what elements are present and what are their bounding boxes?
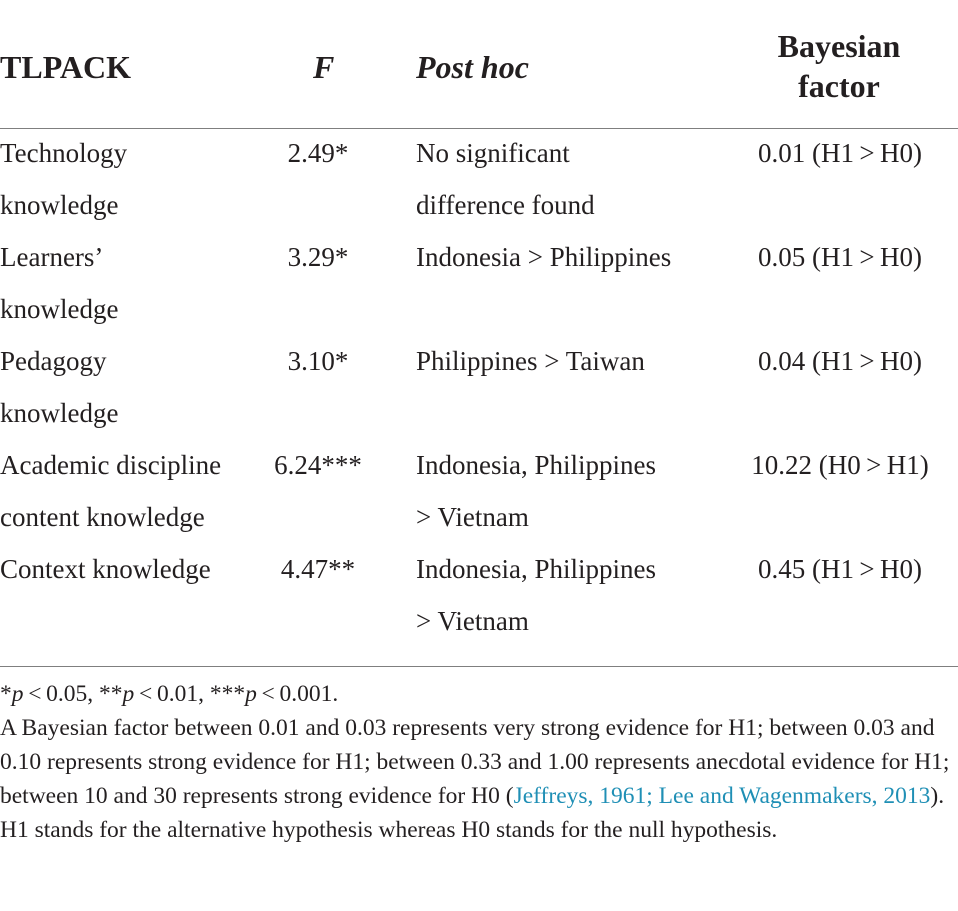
row-label-line2: knowledge (0, 398, 119, 428)
row-post-hoc-line2: difference found (416, 190, 595, 220)
row-post-hoc-line2: > Vietnam (416, 502, 529, 532)
row-post-hoc (416, 127, 716, 231)
p-symbol: p (122, 681, 135, 707)
row-label-line2: knowledge (0, 190, 119, 220)
p-symbol: p (11, 681, 24, 707)
row-label (0, 439, 250, 543)
header-tlpack: TLPACK (0, 49, 131, 85)
row-label (0, 335, 250, 439)
row-post-hoc-line1: Indonesia > Philippines (416, 242, 672, 272)
table-row (0, 335, 958, 439)
row-label-line1: Technology (0, 138, 128, 168)
row-post-hoc-line1: Philippines > Taiwan (416, 346, 645, 376)
row-f-value: 2.49* (287, 138, 349, 168)
table-bottom-rule (0, 666, 958, 667)
row-f-value: 3.10* (287, 346, 349, 376)
row-bayes-factor: 0.45 (H1 > H0) (757, 554, 923, 584)
row-label-line1: Learners’ (0, 242, 104, 272)
row-post-hoc (416, 231, 716, 283)
row-label-line2: knowledge (0, 294, 119, 324)
row-label-line1: Context knowledge (0, 554, 211, 584)
p-symbol: p (245, 681, 257, 707)
header-f: F (313, 49, 335, 85)
row-label (0, 127, 250, 231)
citation-link[interactable]: Jeffreys, 1961; Lee and Wagenmakers, 2013 (513, 783, 931, 809)
sig-threshold-3: < 0.001. (256, 681, 339, 707)
bayes-note-text: A Bayesian factor between 0.01 and 0.03 represents very strong evidence for H1; between 0.03 and 0.10 represents strong evidence for H1; between 0.33 and 1.00 represents anecdotal evidence for H1; between 10 and 30 represents strong evidence for H0 ( (0, 715, 950, 809)
row-bayes-factor: 0.01 (H1 > H0) (757, 138, 923, 168)
bayes-note-end: ). H1 stands for the alternative hypothesis whereas H0 stands for the null hypothesis. (0, 783, 945, 843)
row-post-hoc-line1: Indonesia, Philippines (416, 450, 656, 480)
header-bayesian-factor (720, 26, 958, 106)
table-footnotes (0, 677, 958, 847)
table-row (0, 127, 958, 231)
row-post-hoc-line1: Indonesia, Philippines (416, 554, 656, 584)
row-label (0, 231, 250, 335)
sig-threshold-2: < 0.01, *** (134, 681, 246, 707)
row-f-value: 6.24*** (274, 450, 362, 480)
row-post-hoc-line1: No significant (416, 138, 570, 168)
header-bayesian-line1: Bayesian (777, 28, 901, 64)
sig-threshold-1: < 0.05, ** (23, 681, 123, 707)
row-post-hoc (416, 543, 716, 647)
row-label (0, 543, 250, 595)
row-post-hoc (416, 439, 716, 543)
significance-note (0, 677, 958, 711)
row-f-value: 3.29* (287, 242, 349, 272)
bayes-interpretation-note (0, 711, 958, 847)
row-post-hoc-line2: > Vietnam (416, 606, 529, 636)
table-header (0, 0, 958, 128)
row-f-value: 4.47** (280, 554, 356, 584)
row-label-line2: content knowledge (0, 502, 205, 532)
table-row (0, 543, 958, 647)
row-label-line1: Pedagogy (0, 346, 107, 376)
table-row (0, 231, 958, 335)
row-post-hoc (416, 335, 716, 387)
table-row (0, 439, 958, 543)
row-label-line1: Academic discipline (0, 450, 222, 480)
header-bayesian-line2: factor (798, 68, 880, 104)
row-bayes-factor: 0.05 (H1 > H0) (757, 242, 923, 272)
sig-star: * (0, 681, 12, 707)
row-bayes-factor: 0.04 (H1 > H0) (757, 346, 923, 376)
header-post-hoc: Post hoc (416, 49, 529, 85)
row-bayes-factor: 10.22 (H0 > H1) (751, 450, 929, 480)
